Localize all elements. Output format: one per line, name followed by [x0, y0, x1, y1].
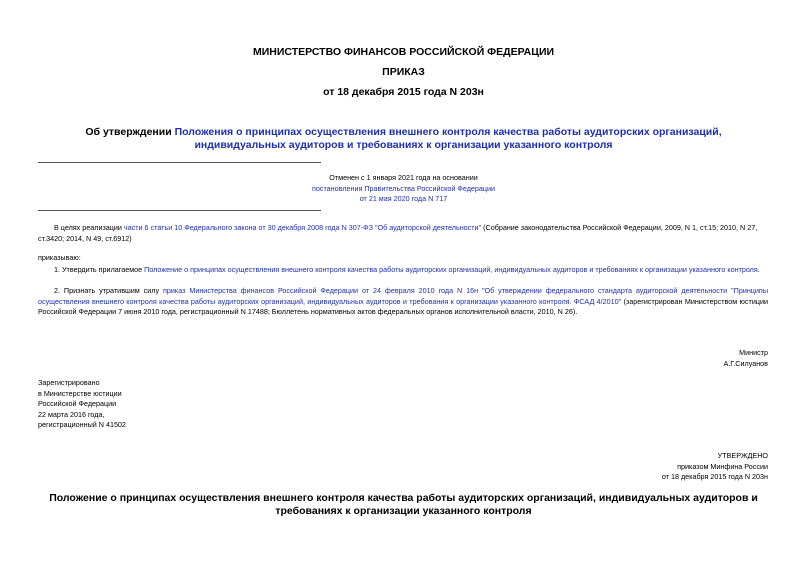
item-2-link[interactable]: приказ Министерства финансов Российской Федерации от 24 февраля 2010 года N 16н "Об утверждении федерального стандарта аудиторской деятельности "Принципы осуществления внешнего контроля качества работы аудиторских организаций, индивидуальных аудиторов и требования к организации указанного контроля. ФСАД 4/2010": [38, 286, 768, 306]
notice-link-date[interactable]: от 21 мая 2020 года N 717: [359, 194, 448, 203]
divider-bottom: [38, 210, 321, 211]
registration-block: [38, 378, 238, 431]
signature-name: А.Г.Силуанов: [723, 358, 768, 368]
preamble-paragraph: [38, 223, 768, 244]
approved-line-2: приказом Минфина России: [677, 461, 768, 471]
revocation-notice: [220, 173, 587, 205]
item-2-text: 2. Признать утратившим силу: [54, 286, 163, 295]
registration-line-2: в Министерстве юстиции: [38, 388, 122, 398]
signature-position: Министр: [739, 348, 768, 357]
item-1-link[interactable]: Положение о принципах осуществления внешнего контроля качества работы аудиторских организаций, индивидуальных аудиторов и требованиях к организации указанного контроля: [144, 265, 758, 274]
appendix-title: Положение о принципах осуществления внешнего контроля качества работы аудиторских организаций, индивидуальных аудиторов и требованиях к организации указанного контроля: [49, 492, 758, 517]
divider-top: [38, 162, 321, 163]
approved-line-1: УТВЕРЖДЕНО: [717, 451, 768, 460]
doc-date-number: от 18 декабря 2015 года N 203н: [323, 86, 484, 98]
registration-line-1: Зарегистрировано: [38, 378, 100, 387]
ministry-heading: МИНИСТЕРСТВО ФИНАНСОВ РОССИЙСКОЙ ФЕДЕРАЦИИ: [252, 46, 555, 58]
registration-line-4: 22 марта 2016 года,: [38, 409, 105, 419]
order-word: приказываю:: [38, 253, 81, 262]
registration-line-5: регистрационный N 41502: [38, 420, 126, 429]
signature-block: [568, 348, 768, 369]
preamble-text-2: (Собрание законодательства Российской Федерации, 2009, N 1, ст.15; 2010, N 27, ст.3420; 2014, N 49, ст.6912): [38, 223, 758, 243]
item-1-paragraph: [38, 265, 768, 276]
item-2-paragraph: [38, 286, 768, 318]
notice-link-decree[interactable]: постановления Правительства Российской Федерации: [311, 183, 496, 193]
notice-line-1: Отменен с 1 января 2021 года на основании: [329, 173, 478, 182]
preamble-text-1: В целях реализации: [54, 223, 124, 232]
preamble-law-link[interactable]: части 6 статьи 10 Федерального закона от 30 декабря 2008 года N 307-ФЗ "Об аудиторской деятельности": [123, 223, 482, 232]
doc-type-heading: ПРИКАЗ: [382, 66, 425, 78]
item-1-end: .: [757, 265, 760, 274]
registration-line-3: Российской Федерации: [38, 399, 117, 408]
item-1-text: 1. Утвердить прилагаемое: [54, 265, 145, 274]
title-prefix: Об утверждении: [85, 126, 175, 138]
title-link[interactable]: Положения о принципах осуществления внешнего контроля качества работы аудиторских организаций, индивидуальных аудиторов и требованиях к организации указанного контроля: [174, 126, 722, 151]
approved-block: [568, 451, 768, 483]
document-title: [40, 126, 767, 152]
approved-line-3: от 18 декабря 2015 года N 203н: [661, 472, 768, 481]
item-2-text-2: (зарегистрирован Министерством юстиции Российской Федерации 7 июня 2010 года, регистрационный N 17488; Бюллетень нормативных актов федеральных органов исполнительной власти, 2010, N 26).: [38, 296, 768, 316]
